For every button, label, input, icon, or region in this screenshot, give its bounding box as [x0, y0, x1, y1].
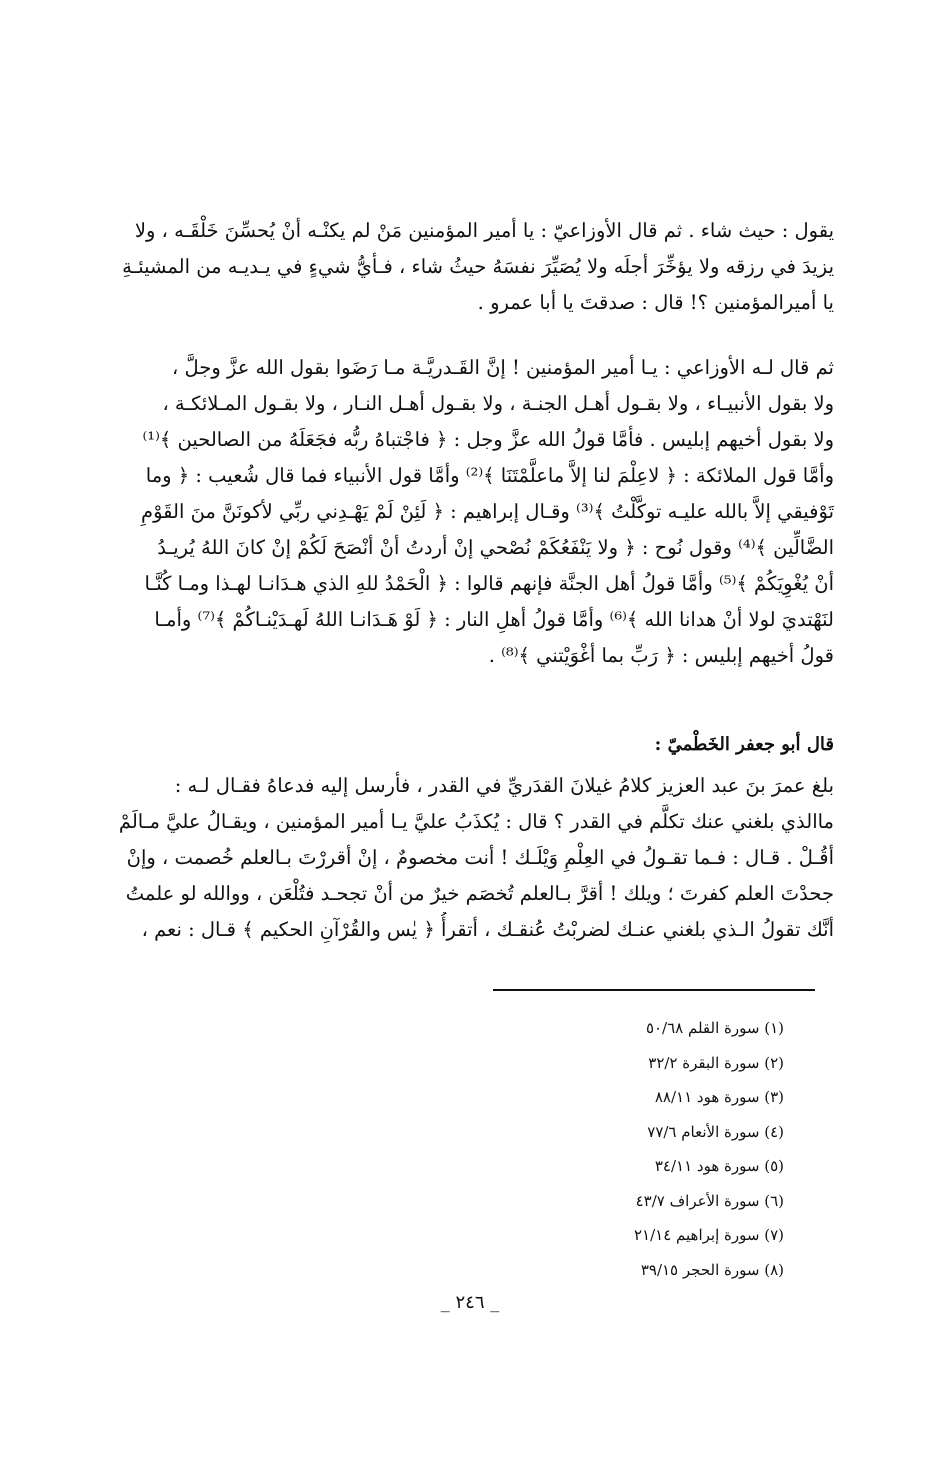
- text-line: يقول : حيث شاء . ثم قال الأوزاعيّ : يا أمير المؤمنين مَنْ لم يكنْـه أنْ يُحسِّنَ خَلْقَـه ، ولا: [134, 219, 834, 242]
- text-line: بلغ عمرَ بنَ عبد العزيز كلامُ غيلانَ القدَريِّ في القدر ، فأرسل إليه فدعاهُ فقـال لـه :: [174, 774, 834, 797]
- footnote: (٣) سورة هود ٨٨/١١: [654, 1088, 784, 1106]
- paragraph-qadariyya: [118, 350, 834, 674]
- text-line: جحدْتَ العلم كفرتَ ؛ ويلك ! أقرَّ بـالعلم تُخصَم خيرٌ من أنْ تجحـد فتُلْعَن ، ووالله لو علمتُ: [125, 882, 834, 905]
- text-line: أقُـلْ . قـال : فـما تقـولُ في العِلْمِ وَيْلَـك ! أنت مخصومٌ ، إنْ أقررْتَ بـالعلم خُصمت ، وإنْ: [126, 846, 834, 869]
- text-line: يا أميرالمؤمنين ؟! قال : صدقتَ يا أبا عمرو .: [477, 291, 834, 314]
- section-heading: [118, 727, 834, 763]
- footnote-divider: [493, 989, 815, 991]
- page-number: _ ٢٤٦ _: [440, 1292, 500, 1313]
- text-line: قولُ أخيهم إبليس : ﴿ رَبِّ بما أغْوَيْتني ﴾⁽⁸⁾ .: [488, 644, 834, 667]
- text-line: ماالذي بلغني عنك تكلَّم في القدر ؟ قال : يُكذَبُ عليَّ يـا أمير المؤمنين ، ويقـالُ عليَّ مـالَمْ: [118, 810, 834, 833]
- text-line: ثم قال لـه الأوزاعي : يـا أمير المؤمنين ! إنَّ القَـدريَّـة مـا رَضَوا بقول الله عزَّ وجلَّ ،: [172, 356, 834, 379]
- text-line: أنَّك تقولُ الـذي بلغني عنـك لضربْتُ عُنقـك ، أتقرأُ ﴿ يٰس والقُرْآنِ الحكيم ﴾ قـال : نعم ،: [141, 918, 834, 941]
- paragraph-umar-ghaylan: [118, 768, 834, 948]
- footnote: (٦) سورة الأعراف ٤٣/٧: [635, 1191, 784, 1210]
- heading-text: قال أبو جعفر الخَطْميّ :: [654, 734, 834, 755]
- text-line: الضَّالِّين ﴾⁽⁴⁾ وقول نُوح : ﴿ ولا يَنْفَعُكَمْ نُصْحي إنْ أردتُ أنْ أنْصَحَ لَكُمْ إنْ كانَ اللهُ يُريـدُ: [157, 536, 834, 559]
- text-line: يزيدَ في رزقه ولا يؤخِّرَ أجلَه ولا يُصَيِّرَ نفسَهُ حيثُ شاء ، فـأيُّ شيءٍ في يـديـه من المشيئـةِ: [122, 255, 834, 278]
- text-line: لنَهْتديَ لولا أنْ هدانا الله ﴾⁽⁶⁾ وأمَّا قولُ أهلِ النار : ﴿ لَوْ هَـدَانـا اللهُ لَهـدَيْنـاكُمْ ﴾⁽⁷⁾ وأمـا: [154, 608, 834, 631]
- paragraph-awzai-reply: [118, 213, 834, 321]
- footnote: (١) سورة القلم ٥٠/٦٨: [645, 1019, 784, 1037]
- text-line: أنْ يُغْوِيَكُمْ ﴾⁽⁵⁾ وأمَّا قولُ أهل الجنَّة فإنهم قالوا : ﴿ الْحَمْدُ للهِ الذي هـدَانـا لهـذا ومـا كُنَّـا: [144, 572, 834, 595]
- text-line: ولا بقول الأنبيـاء ، ولا بقـول أهـل الجنـة ، ولا بقـول أهـل النـار ، ولا بقـول المـلائكـة ،: [162, 392, 834, 415]
- footnote: (٤) سورة الأنعام ٧٧/٦: [647, 1122, 784, 1141]
- footnotes-list: [524, 1011, 784, 1287]
- footnote: (٧) سورة إبراهيم ٢١/١٤: [634, 1226, 784, 1244]
- text-line: وأمَّا قول الملائكة : ﴿ لاعِلْمَ لنا إلاَّ ماعلَّمْتَنَا ﴾⁽²⁾ وأمَّا قول الأنبياء فما قال شُعيب : ﴿ وما: [145, 464, 834, 487]
- footnote: (٢) سورة البقرة ٣٢/٢: [648, 1053, 784, 1072]
- footnote: (٥) سورة هود ٣٤/١١: [654, 1157, 784, 1175]
- footnote: (٨) سورة الحجر ٣٩/١٥: [640, 1260, 784, 1279]
- text-line: ولا بقول أخيهم إبليس . فأمَّا قولُ الله عزَّ وجل : ﴿ فاجْتباهُ ربُّه فجَعَلَهُ من الصالحين ﴾⁽¹⁾: [142, 428, 834, 451]
- text-line: تَوْفيقي إلاَّ بالله عليـه توكَّلْتُ ﴾⁽³⁾ وقـال إبراهيم : ﴿ لَئِنْ لَمْ يَهْـدِني ربِّي لأكونَنَّ منَ القَوْمِ: [141, 500, 834, 523]
